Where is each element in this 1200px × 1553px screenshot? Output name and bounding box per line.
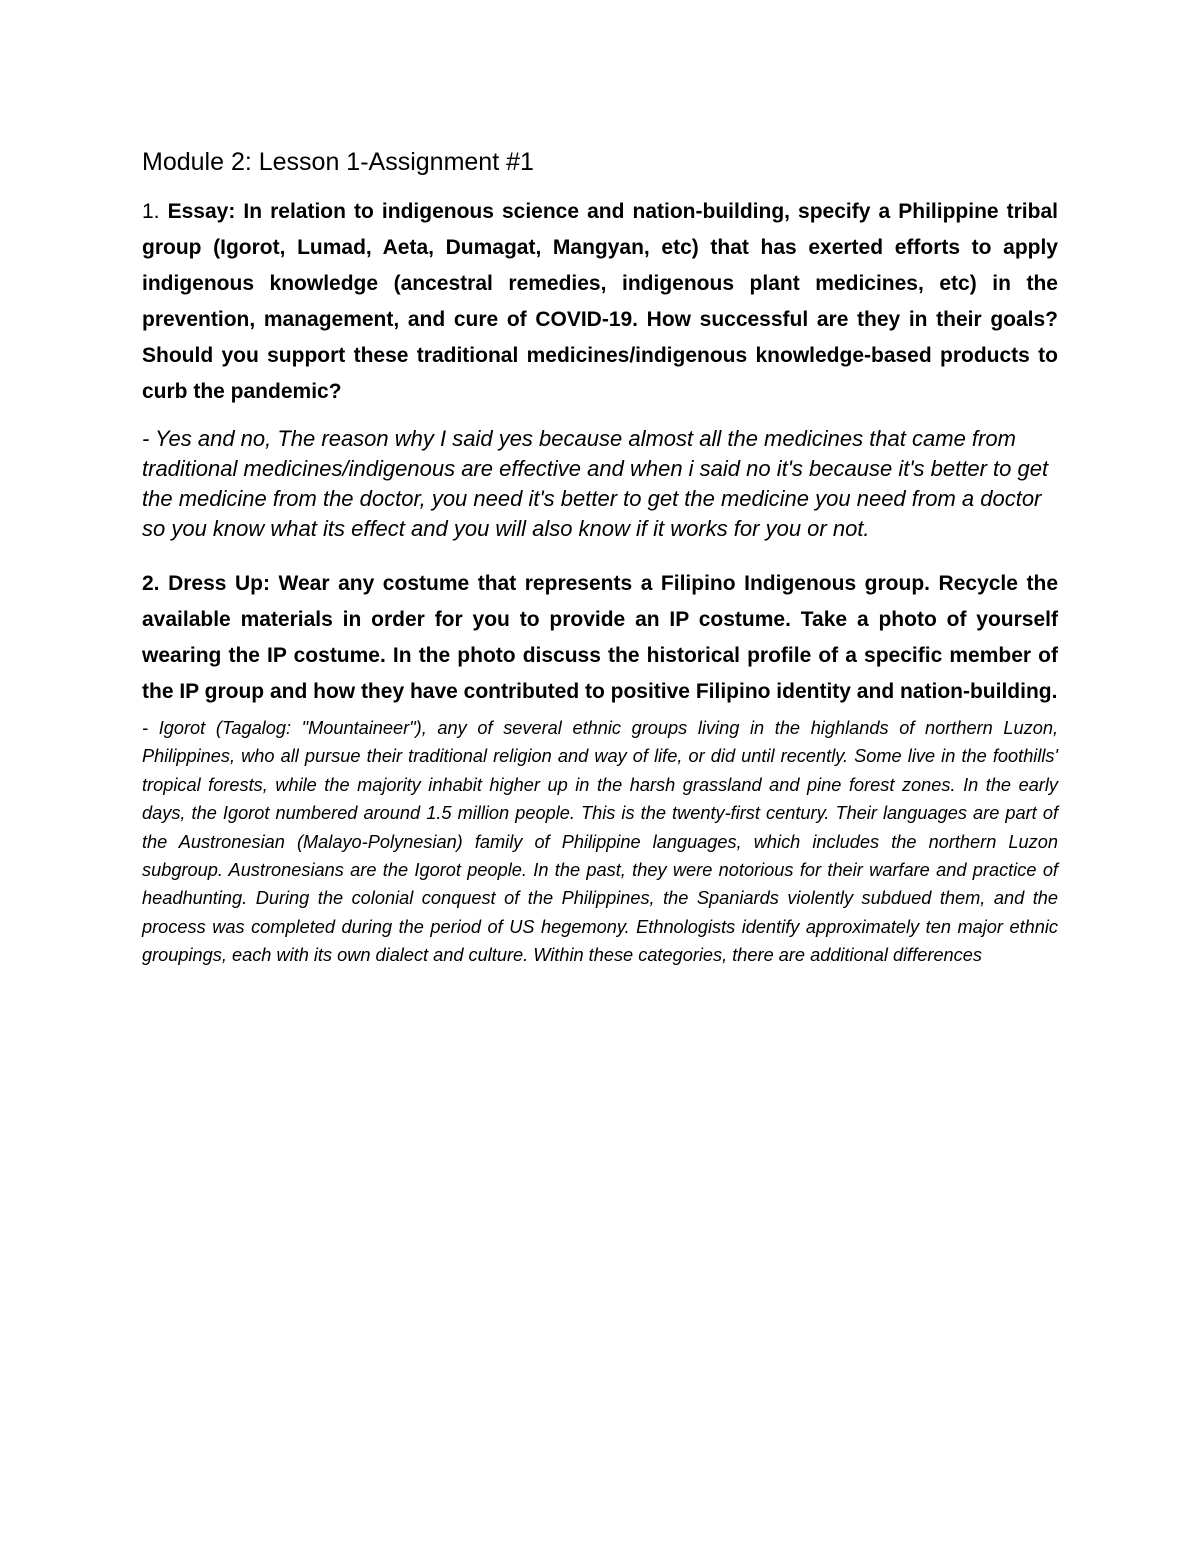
answer-2: - Igorot (Tagalog: "Mountaineer"), any of several ethnic groups living in the highlands of northern Luzon, Philippines, who all pursue their traditional religion and way of life, or did until recently. Some live in the foothills' tropical forests, while the majority inhabit higher up in the harsh grassland and pine forest zones. In the early days, the Igorot numbered around 1.5 million people. This is the twenty-first century. Their languages are part of the Austronesian (Malayo-Polynesian) family of Philippine languages, which includes the northern Luzon subgroup. Austronesians are the Igorot people. In the past, they were notorious for their warfare and practice of headhunting. During the colonial conquest of the Philippines, the Spaniards violently subdued them, and the process was completed during the period of US hegemony. Ethnologists identify approximately ten major ethnic groupings, each with its own dialect and culture. Within these categories, there are additional differences bbox=[142, 718, 1058, 966]
question-2-text: Dress Up: Wear any costume that represents a Filipino Indigenous group. Recycle the available materials in order for you to provide an IP costume. Take a photo of yourself wearing the IP costume. In the photo discuss the historical profile of a specific member of the IP group and how they have contributed to positive Filipino identity and nation-building. bbox=[142, 572, 1058, 703]
document-page bbox=[142, 140, 1058, 970]
question-2-number: 2. bbox=[142, 572, 160, 595]
answer-1: - Yes and no, The reason why I said yes because almost all the medicines that came from traditional medicines/indigenous are effective and when i said no it's because it's better to get the medicine from the doctor, you need it's better to get the medicine you need from a doctor so you know what its effect and you will also know if it works for you or not. bbox=[142, 426, 1049, 541]
question-2 bbox=[142, 566, 1058, 710]
question-1-text: Essay: In relation to indigenous science and nation-building, specify a Philippine tribal group (Igorot, Lumad, Aeta, Dumagat, Mangyan, etc) that has exerted efforts to apply indigenous knowledge (ancestral remedies, indigenous plant medicines, etc) in the prevention, management, and cure of COVID-19. How successful are they in their goals? Should you support these traditional medicines/indigenous knowledge-based products to curb the pandemic? bbox=[142, 200, 1058, 403]
question-1-number: 1. bbox=[142, 200, 160, 223]
page-title: Module 2: Lesson 1-Assignment #1 bbox=[142, 148, 534, 176]
question-1 bbox=[142, 194, 1058, 410]
